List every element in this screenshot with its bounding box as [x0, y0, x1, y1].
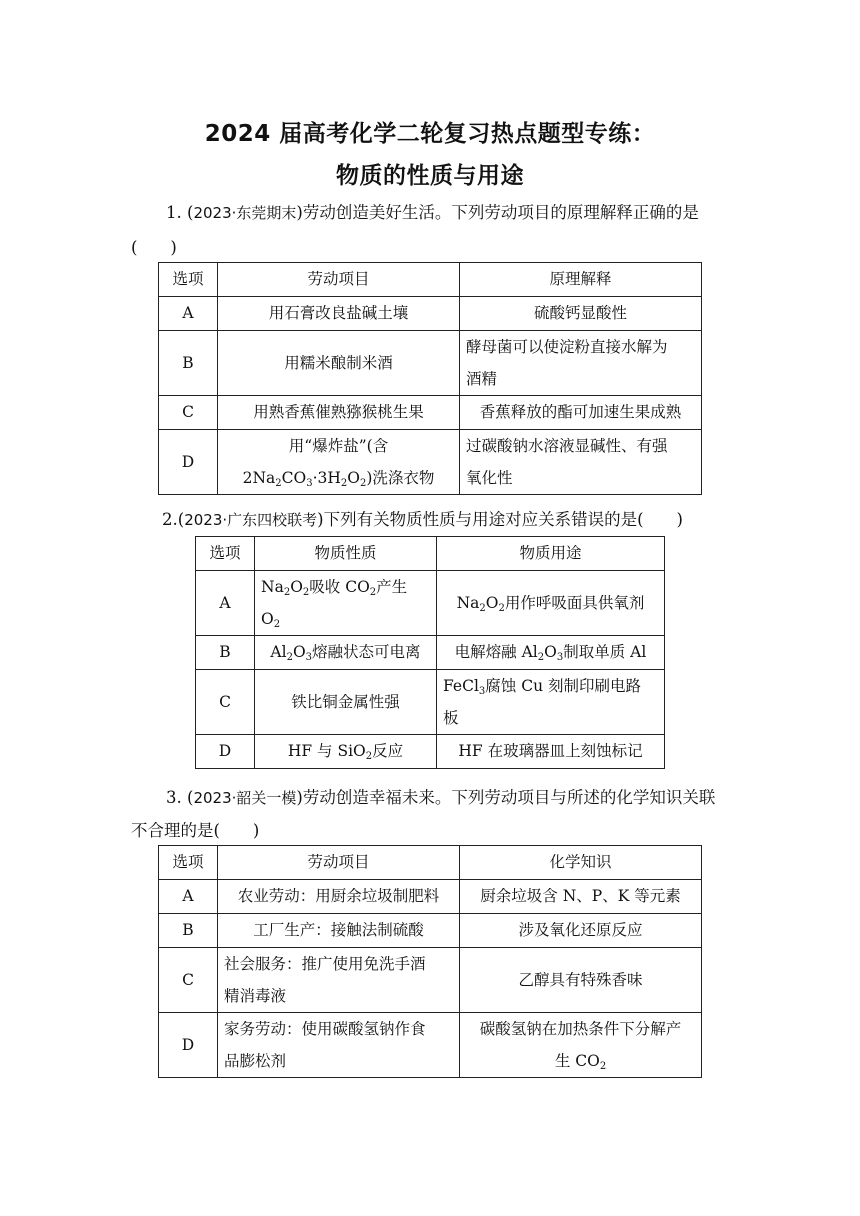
header-cell: 劳动项目	[218, 263, 460, 297]
item-cell: 社会服务：推广使用免洗手酒 精消毒液	[218, 948, 460, 1013]
question-3-stem	[166, 788, 715, 808]
question-text: )劳动创造幸福未来。下列劳动项目与所述的化学知识关联	[296, 788, 716, 807]
option-cell: C	[159, 396, 218, 430]
item-cell: 家务劳动：使用碳酸氢钠作食 品膨松剂	[218, 1013, 460, 1078]
use-cell: FeCl$_3$腐蚀 Cu 刻制印刷电路 板	[437, 670, 665, 735]
property-cell: HF 与 SiO$_2$反应	[255, 735, 437, 769]
item-cell: 农业劳动：用厨余垃圾制肥料	[218, 880, 460, 914]
table-row	[159, 948, 702, 1013]
question-text: )下列有关物质性质与用途对应关系错误的是( )	[317, 510, 683, 529]
question-number: 1. (	[166, 203, 194, 222]
table-row	[159, 880, 702, 914]
option-cell: C	[196, 670, 255, 735]
reason-cell: 香蕉释放的酯可加速生果成熟	[460, 396, 702, 430]
table-row	[196, 670, 665, 735]
page-subtitle: 物质的性质与用途	[336, 163, 524, 189]
property-cell: $Na_2O_2$吸收 $CO_2$产生 $O_2$	[255, 571, 437, 636]
item-cell: 用石膏改良盐碱土壤	[218, 297, 460, 331]
table-row	[159, 1013, 702, 1078]
option-cell: D	[196, 735, 255, 769]
option-cell: C	[159, 948, 218, 1013]
item-cell: 用“爆炸盐”(含 $2Na_2CO_3\cdot 3H_2O_2$)洗涤衣物	[218, 430, 460, 495]
header-cell: 劳动项目	[218, 846, 460, 880]
option-cell: A	[159, 880, 218, 914]
question-3-table	[158, 845, 702, 1078]
question-source: 2023·广东四校联考	[184, 511, 318, 529]
reason-cell: 过碳酸钠水溶液显碱性、有强 氧化性	[460, 430, 702, 495]
header-cell: 选项	[159, 846, 218, 880]
use-cell: $Na_2O_2$用作呼吸面具供氧剂	[437, 571, 665, 636]
header-cell: 原理解释	[460, 263, 702, 297]
table-row	[196, 636, 665, 670]
knowledge-cell: 碳酸氢钠在加热条件下分解产 生 $CO_2$	[460, 1013, 702, 1078]
knowledge-cell: 乙醇具有特殊香味	[460, 948, 702, 1013]
header-cell: 选项	[159, 263, 218, 297]
header-cell: 选项	[196, 537, 255, 571]
header-cell: 物质性质	[255, 537, 437, 571]
table-header-row	[196, 537, 665, 571]
question-2-stem	[162, 510, 683, 530]
header-cell: 化学知识	[460, 846, 702, 880]
question-1-stem	[166, 203, 699, 223]
knowledge-cell: 厨余垃圾含 N、P、K 等元素	[460, 880, 702, 914]
option-cell: D	[159, 1013, 218, 1078]
table-header-row	[159, 263, 702, 297]
option-cell: A	[196, 571, 255, 636]
knowledge-cell: 涉及氧化还原反应	[460, 914, 702, 948]
question-number: 3. (	[166, 788, 194, 807]
page-title: 2024 届高考化学二轮复习热点题型专练：	[204, 121, 656, 147]
question-source: 2023·东莞期末	[193, 204, 297, 222]
question-source: 2023·韶关一模	[193, 789, 297, 807]
table-row	[159, 914, 702, 948]
table-row	[196, 735, 665, 769]
property-cell: 铁比铜金属性强	[255, 670, 437, 735]
option-cell: D	[159, 430, 218, 495]
option-cell: B	[196, 636, 255, 670]
question-number: 2.(	[162, 510, 185, 529]
property-cell: $Al_2O_3$熔融状态可电离	[255, 636, 437, 670]
option-cell: B	[159, 331, 218, 396]
use-cell: 电解熔融 $Al_2O_3$制取单质 Al	[437, 636, 665, 670]
item-cell: 用糯米酿制米酒	[218, 331, 460, 396]
option-cell: A	[159, 297, 218, 331]
header-cell: 物质用途	[437, 537, 665, 571]
table-row	[159, 331, 702, 396]
item-cell: 用熟香蕉催熟猕猴桃生果	[218, 396, 460, 430]
question-3-stem-line2: 不合理的是( )	[131, 821, 260, 840]
item-cell: 工厂生产：接触法制硫酸	[218, 914, 460, 948]
reason-cell: 酵母菌可以使淀粉直接水解为 酒精	[460, 331, 702, 396]
table-row	[196, 571, 665, 636]
question-2-table	[195, 536, 665, 769]
answer-blank[interactable]: ( )	[131, 238, 177, 257]
table-row	[159, 430, 702, 495]
option-cell: B	[159, 914, 218, 948]
use-cell: HF 在玻璃器皿上刻蚀标记	[437, 735, 665, 769]
reason-cell: 硫酸钙显酸性	[460, 297, 702, 331]
question-1-table	[158, 262, 702, 495]
question-text: )劳动创造美好生活。下列劳动项目的原理解释正确的是	[296, 203, 699, 222]
table-header-row	[159, 846, 702, 880]
table-row	[159, 396, 702, 430]
table-row	[159, 297, 702, 331]
